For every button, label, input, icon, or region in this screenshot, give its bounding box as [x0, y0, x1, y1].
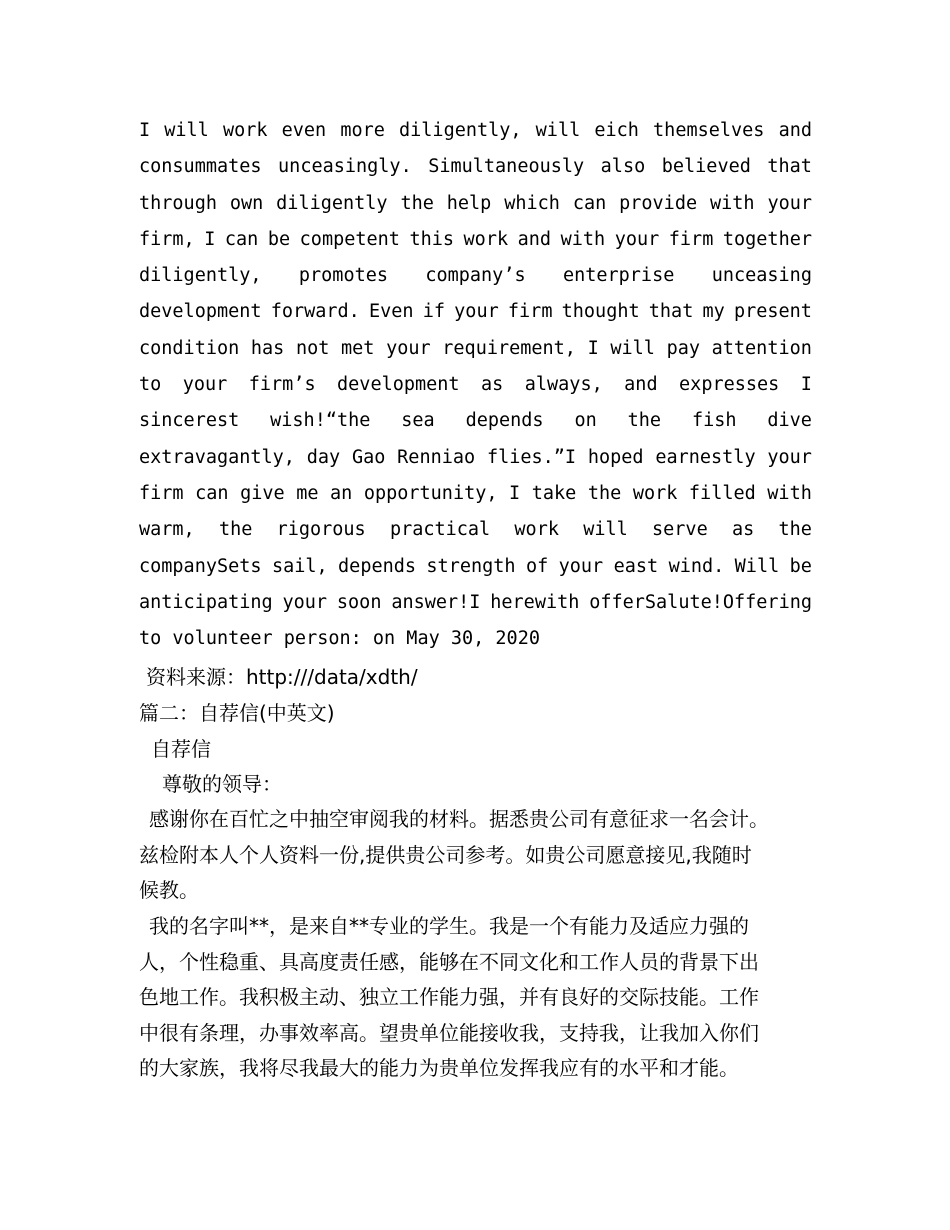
english-line	[139, 186, 812, 222]
english-word: that	[767, 156, 812, 178]
english-word: can	[572, 192, 607, 214]
english-word: that	[648, 301, 694, 323]
english-word: I	[587, 337, 599, 359]
english-word: be	[789, 555, 812, 577]
english-word: provide	[619, 192, 698, 214]
english-word: day	[306, 446, 341, 468]
english-line	[139, 258, 812, 294]
english-word: Will	[734, 555, 780, 577]
english-word: I	[139, 120, 151, 141]
english-word: depends	[338, 555, 417, 577]
english-word: unceasingly.	[278, 156, 412, 178]
english-word: firm	[139, 482, 184, 504]
english-word: work	[514, 519, 559, 541]
english-word: which	[504, 192, 560, 214]
english-word: can	[195, 482, 229, 504]
english-word: your	[282, 591, 328, 613]
english-word: I	[800, 374, 812, 396]
english-word: believed	[661, 156, 751, 178]
english-word: through	[139, 192, 217, 214]
english-word: firm’s	[248, 374, 316, 396]
english-line	[139, 403, 812, 439]
paragraph-line: 候教。	[139, 878, 199, 902]
english-word: anticipating	[139, 591, 273, 613]
english-word: herewith	[490, 591, 580, 613]
english-word: the	[627, 410, 662, 432]
english-word: answer!I	[391, 591, 481, 613]
english-line	[139, 476, 812, 512]
english-word: even	[281, 120, 327, 141]
english-word: not	[295, 337, 330, 359]
english-word: more	[340, 120, 385, 141]
english-word: pay	[666, 337, 700, 359]
english-line	[139, 294, 812, 330]
paragraph-line: 的大家族，我将尽我最大的能力为贵单位发挥我应有的水平和才能。	[139, 1056, 739, 1080]
english-word: extravagantly,	[139, 446, 295, 468]
english-line	[139, 113, 812, 149]
english-word: work	[632, 482, 678, 504]
english-word: of	[525, 555, 549, 577]
english-word: warm,	[139, 519, 195, 541]
paragraph-2	[139, 909, 824, 1087]
english-word: filled	[688, 482, 756, 504]
english-line	[139, 585, 812, 621]
english-word: my	[702, 301, 725, 323]
english-word: development	[337, 374, 460, 396]
english-word: also	[600, 156, 646, 178]
english-word: fish	[691, 410, 737, 432]
english-word: soon	[336, 591, 382, 613]
english-word: practical	[389, 519, 491, 541]
english-word: your	[767, 446, 812, 468]
english-word: firm,	[139, 228, 195, 250]
english-word: will	[164, 120, 209, 141]
salutation: 尊敬的领导：	[162, 772, 282, 796]
paragraph-line: 兹检附本人个人资料一份,提供贵公司参考。如贵公司愿意接见,我随时	[139, 842, 752, 867]
english-word: rigorous	[276, 519, 366, 541]
english-word: will	[583, 519, 628, 541]
english-word: the	[218, 519, 253, 541]
section-heading: 篇二：自荐信(中英文)	[139, 701, 335, 725]
english-word: has	[250, 337, 285, 359]
english-word: companySets	[139, 555, 262, 577]
letter-title: 自荐信	[151, 737, 211, 761]
english-word: work	[463, 228, 509, 250]
english-word: as	[481, 374, 504, 396]
english-word: enterprise	[562, 265, 675, 287]
english-word: help	[446, 192, 492, 214]
english-word: firm	[507, 301, 553, 323]
english-word: depends	[465, 410, 544, 432]
english-word: I	[204, 228, 216, 250]
english-word: Simultaneously	[428, 156, 585, 178]
english-word: present	[733, 301, 812, 323]
english-word: your	[454, 301, 499, 323]
english-word: your	[767, 192, 812, 214]
english-line	[139, 512, 812, 548]
english-word: serve	[652, 519, 708, 541]
english-word: and	[778, 120, 812, 141]
paragraph-line: 感谢你在百忙之中抽空审阅我的材料。据悉贵公司有意征求一名会计。	[149, 807, 769, 831]
paragraph-line: 色地工作。我积极主动、独立工作能力强，并有良好的交际技能。工作	[139, 985, 759, 1009]
english-word: to	[139, 374, 162, 396]
english-word: forward.	[270, 301, 360, 323]
english-word: Gao	[351, 446, 386, 468]
english-word: if	[422, 301, 445, 323]
english-word: condition	[139, 337, 240, 359]
english-word: as	[731, 519, 755, 541]
english-line	[139, 549, 812, 585]
english-word: offerSalute!Offering	[589, 591, 812, 613]
english-word: with	[767, 482, 812, 504]
english-word: take	[531, 482, 577, 504]
english-line	[139, 149, 812, 185]
paragraph-line: 人，个性稳重、具高度责任感，能够在不同文化和工作人员的背景下出	[139, 949, 759, 974]
english-line	[139, 440, 812, 476]
english-word: promotes	[298, 265, 388, 287]
paragraph-1	[139, 802, 824, 909]
english-letter-text	[139, 113, 812, 657]
english-word: Renniao	[397, 446, 476, 468]
english-word: the	[587, 482, 622, 504]
paragraph-line: 中很有条理，办事效率高。望贵单位能接收我，支持我，让我加入你们	[139, 1020, 759, 1045]
english-word: wish!“the	[270, 410, 371, 432]
english-word: your	[558, 555, 604, 577]
english-word: diligently,	[139, 265, 262, 287]
english-word: Even	[368, 301, 414, 323]
english-word: diligently,	[399, 120, 522, 141]
english-word: unceasing	[711, 265, 812, 287]
english-word: will	[610, 337, 655, 359]
english-word: work	[222, 120, 268, 141]
english-word: the	[400, 192, 434, 214]
english-word: dive	[767, 410, 812, 432]
english-word: eich	[594, 120, 639, 141]
english-word: with	[709, 192, 755, 214]
paragraph-line: 我的名字叫**，是来自**专业的学生。我是一个有能力及适应力强的	[149, 914, 749, 938]
english-word: your	[182, 374, 228, 396]
english-word: with	[560, 228, 606, 250]
english-word: be	[267, 228, 291, 250]
english-word: together	[722, 228, 812, 250]
english-word: will	[535, 120, 581, 141]
english-word: earnestly	[655, 446, 756, 468]
english-word: this	[409, 228, 455, 250]
english-word: give	[240, 482, 285, 504]
english-word: flies.”I	[486, 446, 577, 468]
english-word: sail,	[271, 555, 328, 577]
english-word: I	[509, 482, 521, 504]
english-word: development	[139, 301, 262, 323]
english-word: diligently	[276, 192, 388, 214]
english-line	[139, 331, 812, 367]
english-word: sea	[401, 410, 435, 432]
english-word: strength	[426, 555, 516, 577]
english-word: firm	[668, 228, 714, 250]
english-word: always,	[524, 374, 603, 396]
english-word: wind.	[668, 555, 725, 577]
english-line: to volunteer person: on May 30, 2020	[139, 628, 540, 650]
english-word: can	[224, 228, 259, 250]
english-word: consummates	[139, 156, 262, 178]
english-line	[139, 367, 812, 403]
english-word: hoped	[587, 446, 644, 468]
english-word: and	[624, 374, 658, 396]
english-line	[139, 222, 812, 258]
source-line: 资料来源：http:///data/xdth/	[146, 665, 418, 689]
english-word: requirement,	[442, 337, 576, 359]
english-word: sincerest	[139, 410, 240, 432]
english-word: themselves	[653, 120, 765, 141]
english-word: expresses	[679, 374, 780, 396]
english-word: opportunity,	[363, 482, 498, 504]
english-word: your	[386, 337, 431, 359]
english-word: own	[229, 192, 264, 214]
english-word: your	[614, 228, 660, 250]
english-word: an	[330, 482, 353, 504]
english-word: me	[296, 482, 319, 504]
english-word: met	[341, 337, 375, 359]
english-word: the	[778, 519, 812, 541]
english-word: company’s	[425, 265, 526, 287]
english-word: thought	[561, 301, 640, 323]
english-word: attention	[711, 337, 812, 359]
english-word: and	[517, 228, 552, 250]
english-word: on	[574, 410, 597, 432]
english-word: east	[613, 555, 659, 577]
english-word: competent	[299, 228, 400, 250]
